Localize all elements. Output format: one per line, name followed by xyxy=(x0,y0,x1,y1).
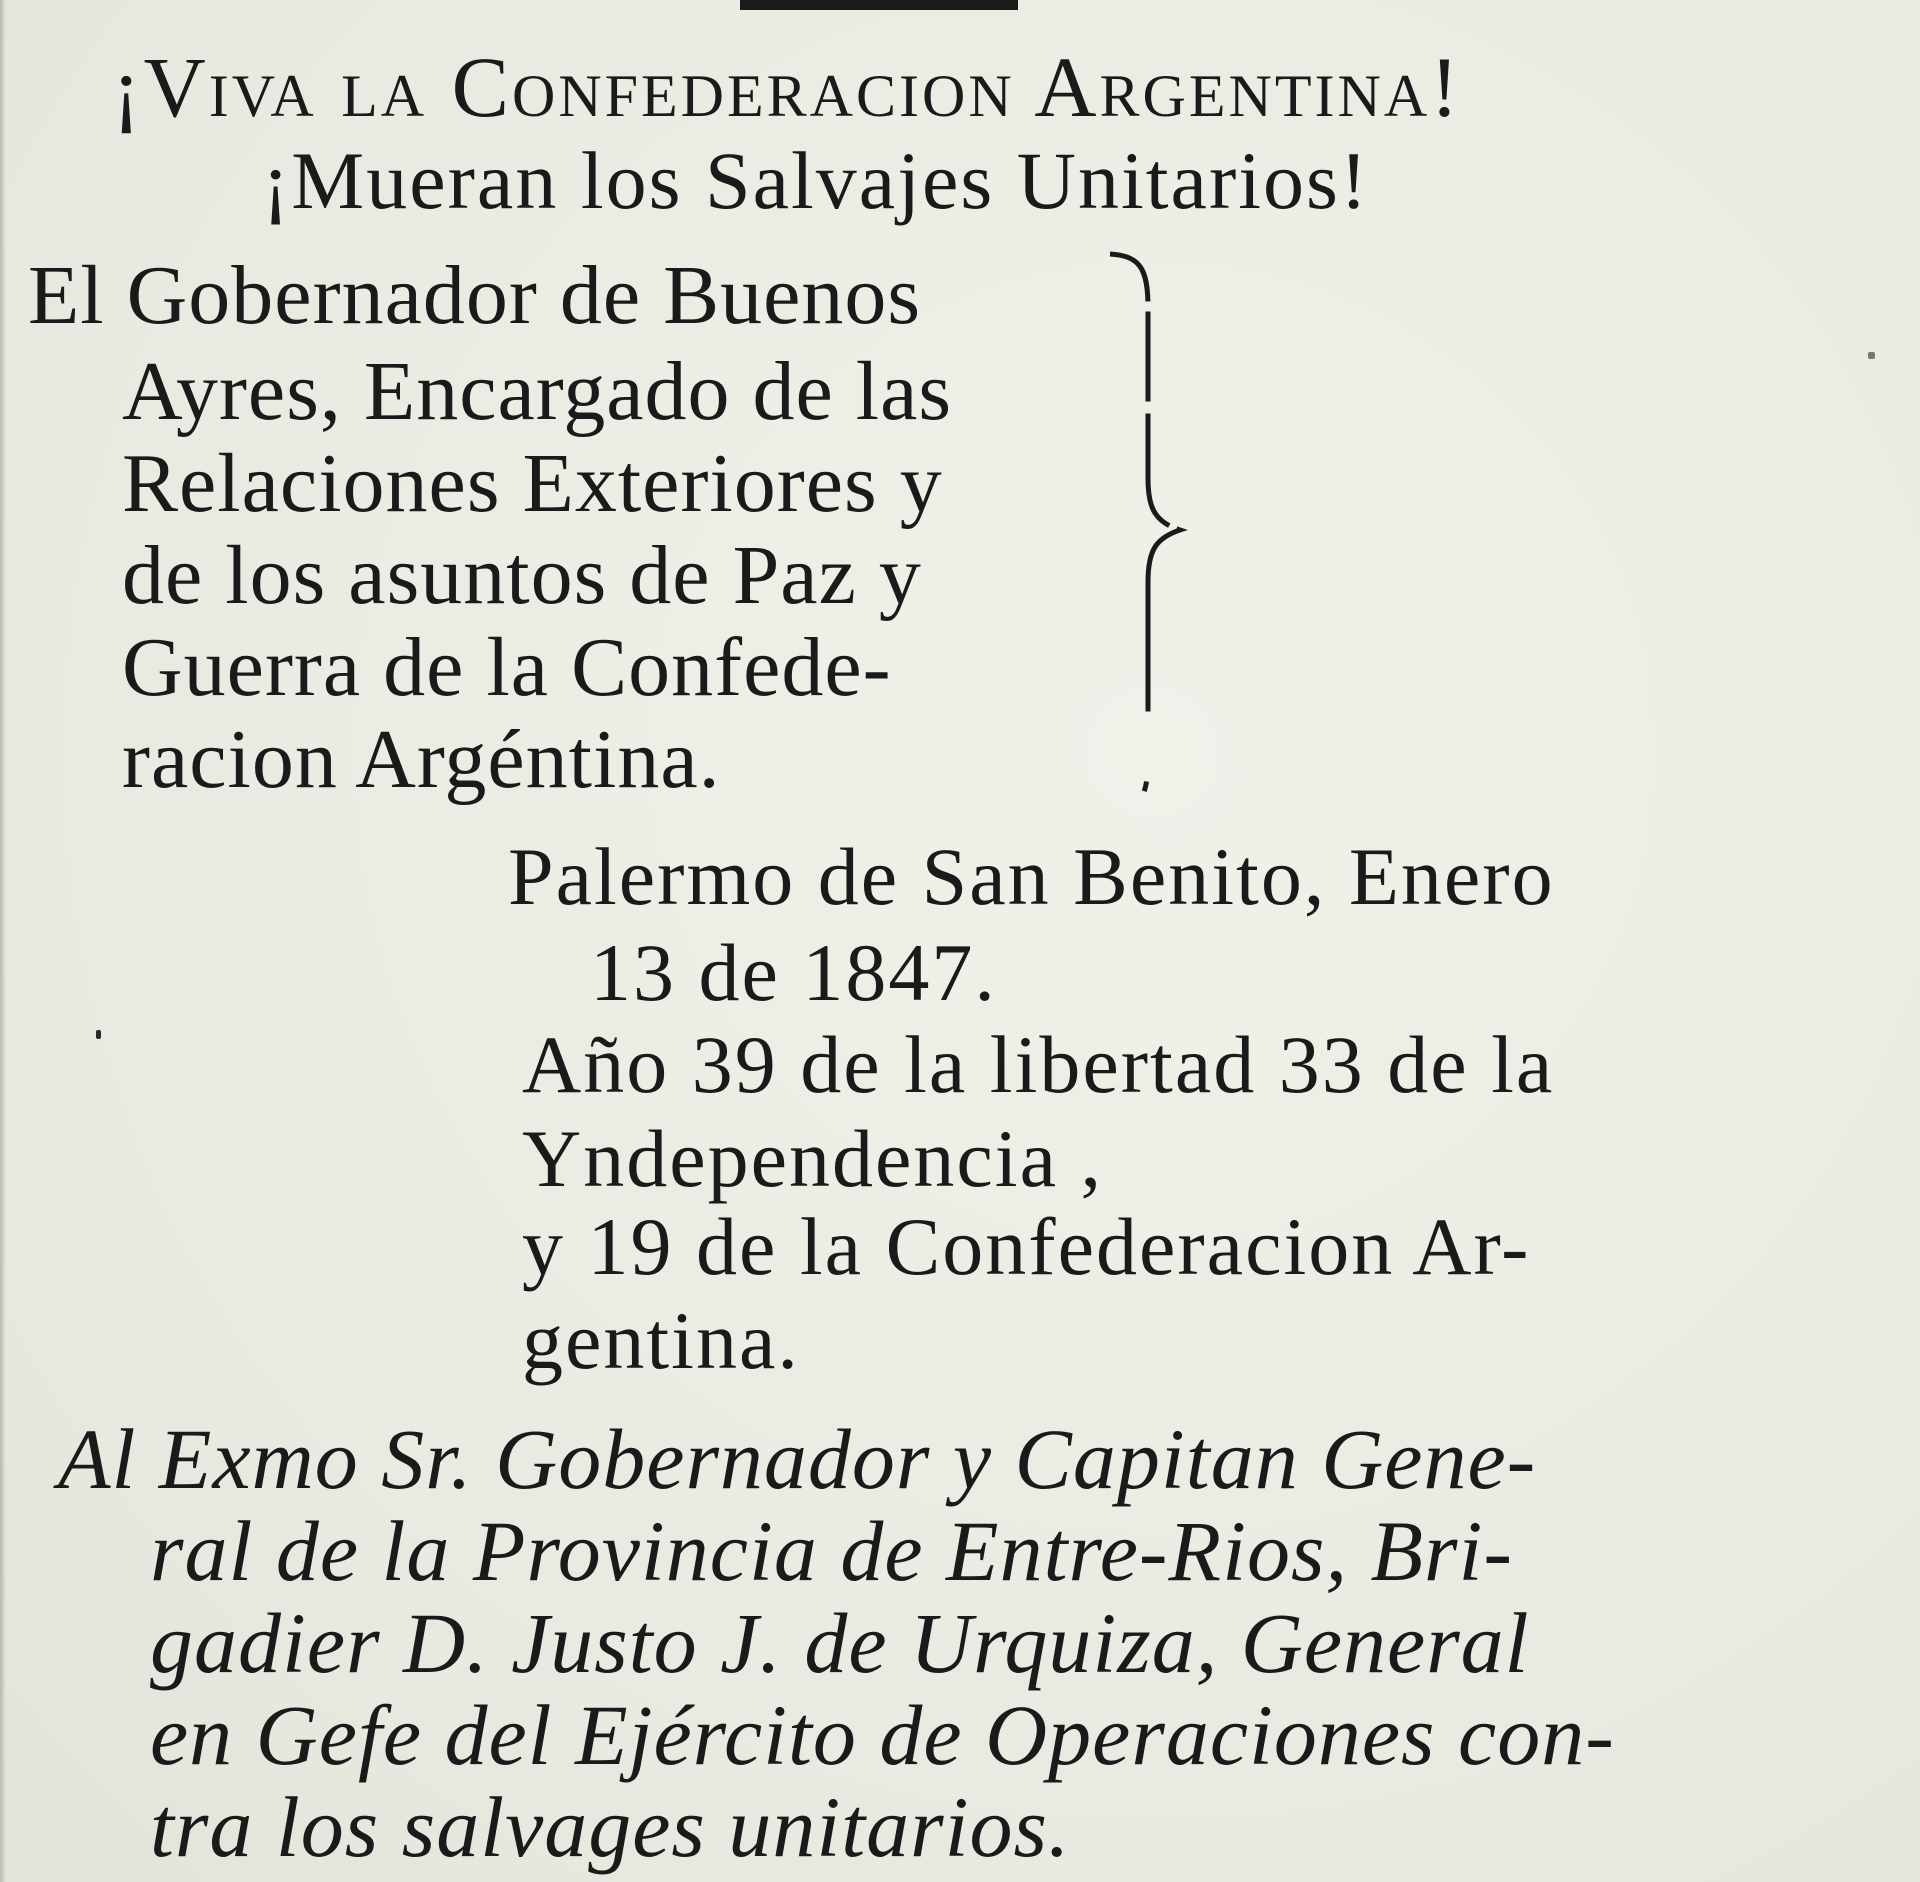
issuer-line-2: Ayres, Encargado de las xyxy=(122,345,953,438)
top-rule xyxy=(740,0,1018,10)
issuer-line-5: Guerra de la Confede- xyxy=(122,621,892,714)
dateline-year-1: Año 39 de la libertad 33 de la xyxy=(522,1019,1555,1110)
curly-brace-icon xyxy=(1100,248,1210,818)
motto-line-2: ¡Mueran los Salvajes Unitarios! xyxy=(262,135,1370,226)
issuer-line-6: racion Argéntina. xyxy=(122,713,721,806)
dateline-year-2: Yndependencia , xyxy=(522,1113,1103,1204)
dateline-place: Palermo de San Benito, Enero xyxy=(508,831,1555,922)
ink-speck xyxy=(1868,352,1875,359)
addressee-line-3: gadier D. Justo J. de Urquiza, General xyxy=(150,1595,1530,1691)
addressee-line-4: en Gefe del Ejército de Operaciones con- xyxy=(150,1687,1615,1783)
dateline-year-3: y 19 de la Confederacion Ar- xyxy=(522,1201,1531,1292)
addressee-line-2: ral de la Provincia de Entre-Rios, Bri- xyxy=(150,1503,1513,1599)
issuer-line-3: Relaciones Exteriores y xyxy=(122,437,943,530)
addressee-line-1: Al Exmo Sr. Gobernador y Capitan Gene- xyxy=(58,1411,1537,1507)
addressee-line-5: tra los salvages unitarios. xyxy=(150,1779,1071,1875)
issuer-line-4: de los asuntos de Paz y xyxy=(122,529,922,622)
ink-speck xyxy=(96,1030,101,1039)
page-edge-shadow xyxy=(0,0,6,1882)
issuer-line-1: El Gobernador de Buenos xyxy=(28,249,922,342)
dateline-date: 13 de 1847. xyxy=(590,927,997,1018)
motto-line-1: ¡Viva la Confederacion Argentina! xyxy=(112,39,1462,135)
dateline-year-4: gentina. xyxy=(522,1295,800,1386)
